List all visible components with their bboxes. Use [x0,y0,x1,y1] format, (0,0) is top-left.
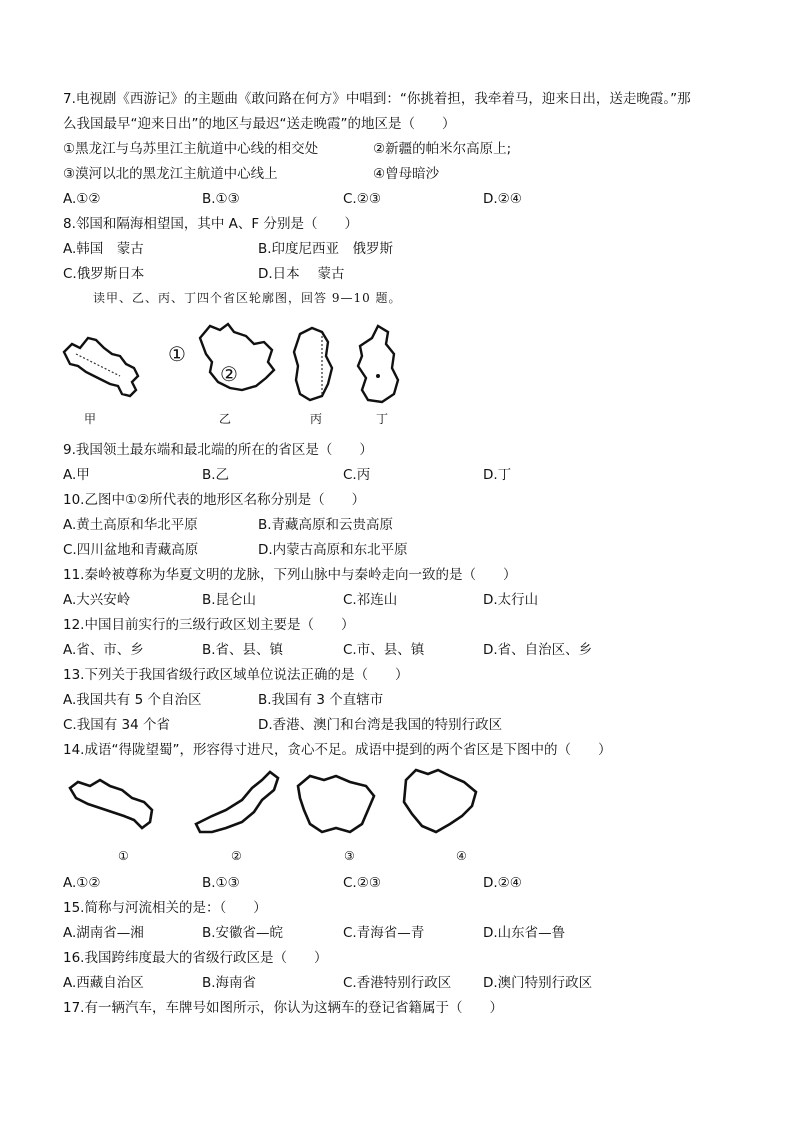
q17-stem: 17.有一辆汽车，车牌号如图所示，你认为这辆车的登记省籍属于（ ） [63,1000,503,1016]
q8-option-c[interactable]: C.俄罗斯日本 [63,266,145,282]
province-label-ding: 丁 [375,412,388,426]
q16-option-c[interactable]: C.香港特别行政区 [343,975,452,991]
q7-item-2: ②新疆的帕米尔高原上; [373,141,512,157]
q10-option-a[interactable]: A.黄土高原和华北平原 [63,517,198,533]
q8-option-d[interactable]: D.日本 蒙古 [258,266,345,282]
q11-option-b[interactable]: B.昆仑山 [202,592,257,608]
q9-option-c[interactable]: C.丙 [343,467,371,483]
q8-stem: 8.邻国和隔海相望国，其中 A、F 分别是（ ） [63,216,358,232]
q16-option-b[interactable]: B.海南省 [202,975,257,991]
q13-option-d[interactable]: D.香港、澳门和台湾是我国的特别行政区 [258,717,503,733]
q16-stem: 16.我国跨纬度最大的省级行政区是（ ） [63,950,328,966]
q9-option-d[interactable]: D.丁 [483,467,512,483]
q13-option-c[interactable]: C.我国有 34 个省 [63,717,170,733]
q15-option-a[interactable]: A.湖南省—湘 [63,925,144,941]
q7-item-3: ③漠河以北的黑龙江主航道中心线上 [63,166,278,182]
q11-option-c[interactable]: C.祁连山 [343,592,398,608]
q7-option-b[interactable]: B.①③ [202,191,240,207]
q15-stem: 15.简称与河流相关的是：（ ） [63,900,267,916]
q9-stem: 9.我国领土最东端和最北端的所在的省区是（ ） [63,442,373,458]
q8-option-b[interactable]: B.印度尼西亚 俄罗斯 [258,241,394,257]
q15-option-b[interactable]: B.安徽省—皖 [202,925,284,941]
q9-option-b[interactable]: B.乙 [202,467,230,483]
reading-hint: 读甲、乙、丙、丁四个省区轮廓图，回答 9—10 题。 [93,291,402,305]
q12-option-a[interactable]: A.省、市、乡 [63,642,144,658]
q9-option-a[interactable]: A.甲 [63,467,90,483]
q12-option-b[interactable]: B.省、县、镇 [202,642,284,658]
q10-option-c[interactable]: C.四川盆地和青藏高原 [63,542,199,558]
marker-1: ① [168,342,186,366]
province-outline-figure [60,318,410,434]
q12-option-d[interactable]: D.省、自治区、乡 [483,642,593,658]
q7-option-d[interactable]: D.②④ [483,191,522,207]
q13-option-a[interactable]: A.我国共有 5 个自治区 [63,692,202,708]
province-map-bing [294,328,332,400]
q7-option-c[interactable]: C.②③ [343,191,381,207]
q14-option-c[interactable]: C.②③ [343,875,381,891]
q14-label-4: ④ [456,849,467,863]
q16-option-d[interactable]: D.澳门特别行政区 [483,975,593,991]
q14-label-1: ① [118,849,129,863]
q7-stem-line2: 么我国最早“迎来日出”的地区与最迟“送走晚霞”的地区是（ ） [63,116,456,132]
marker-2: ② [220,362,238,386]
q11-option-a[interactable]: A.大兴安岭 [63,592,131,608]
q16-option-a[interactable]: A.西藏自治区 [63,975,144,991]
q14-option-b[interactable]: B.①③ [202,875,240,891]
q15-option-d[interactable]: D.山东省—鲁 [483,925,566,941]
province-label-bing: 丙 [309,412,322,426]
q14-stem: 14.成语“得陇望蜀”，形容得寸进尺，贪心不足。成语中提到的两个省区是下图中的（ ） [63,742,612,758]
q13-option-b[interactable]: B.我国有 3 个直辖市 [258,692,384,708]
q7-item-4: ④曾母暗沙 [373,166,440,182]
q7-stem-line1: 7.电视剧《西游记》的主题曲《敢问路在何方》中唱到：“你挑着担，我牵着马，迎来日出，送走晚霞。”那 [63,91,691,107]
q10-option-b[interactable]: B.青藏高原和云贵高原 [258,517,394,533]
province-label-yi: 乙 [218,412,231,426]
q13-stem: 13.下列关于我国省级行政区域单位说法正确的是（ ） [63,667,409,683]
province-map-ding [358,326,398,402]
q7-item-1: ①黑龙江与乌苏里江主航道中心线的相交处 [63,141,319,157]
q14-option-d[interactable]: D.②④ [483,875,522,891]
q14-map-4 [404,770,476,832]
q7-option-a[interactable]: A.①② [63,191,101,207]
q11-option-d[interactable]: D.太行山 [483,592,539,608]
q14-map-3 [298,776,374,832]
q14-option-a[interactable]: A.①② [63,875,101,891]
province-label-jia: 甲 [83,412,96,426]
q14-label-2: ② [231,849,242,863]
q8-option-a[interactable]: A.韩国 蒙古 [63,241,144,257]
q10-stem: 10.乙图中①②所代表的地形区名称分别是（ ） [63,492,366,508]
q10-option-d[interactable]: D.内蒙古高原和东北平原 [258,542,408,558]
q15-option-c[interactable]: C.青海省—青 [343,925,425,941]
q14-map-1 [70,780,152,828]
q14-map-2 [196,772,278,832]
q14-label-3: ③ [344,849,355,863]
q11-stem: 11.秦岭被尊称为华夏文明的龙脉，下列山脉中与秦岭走向一致的是（ ） [63,567,517,583]
q14-province-figure [66,766,496,846]
q12-stem: 12.中国目前实行的三级行政区划主要是（ ） [63,617,355,633]
q12-option-c[interactable]: C.市、县、镇 [343,642,425,658]
